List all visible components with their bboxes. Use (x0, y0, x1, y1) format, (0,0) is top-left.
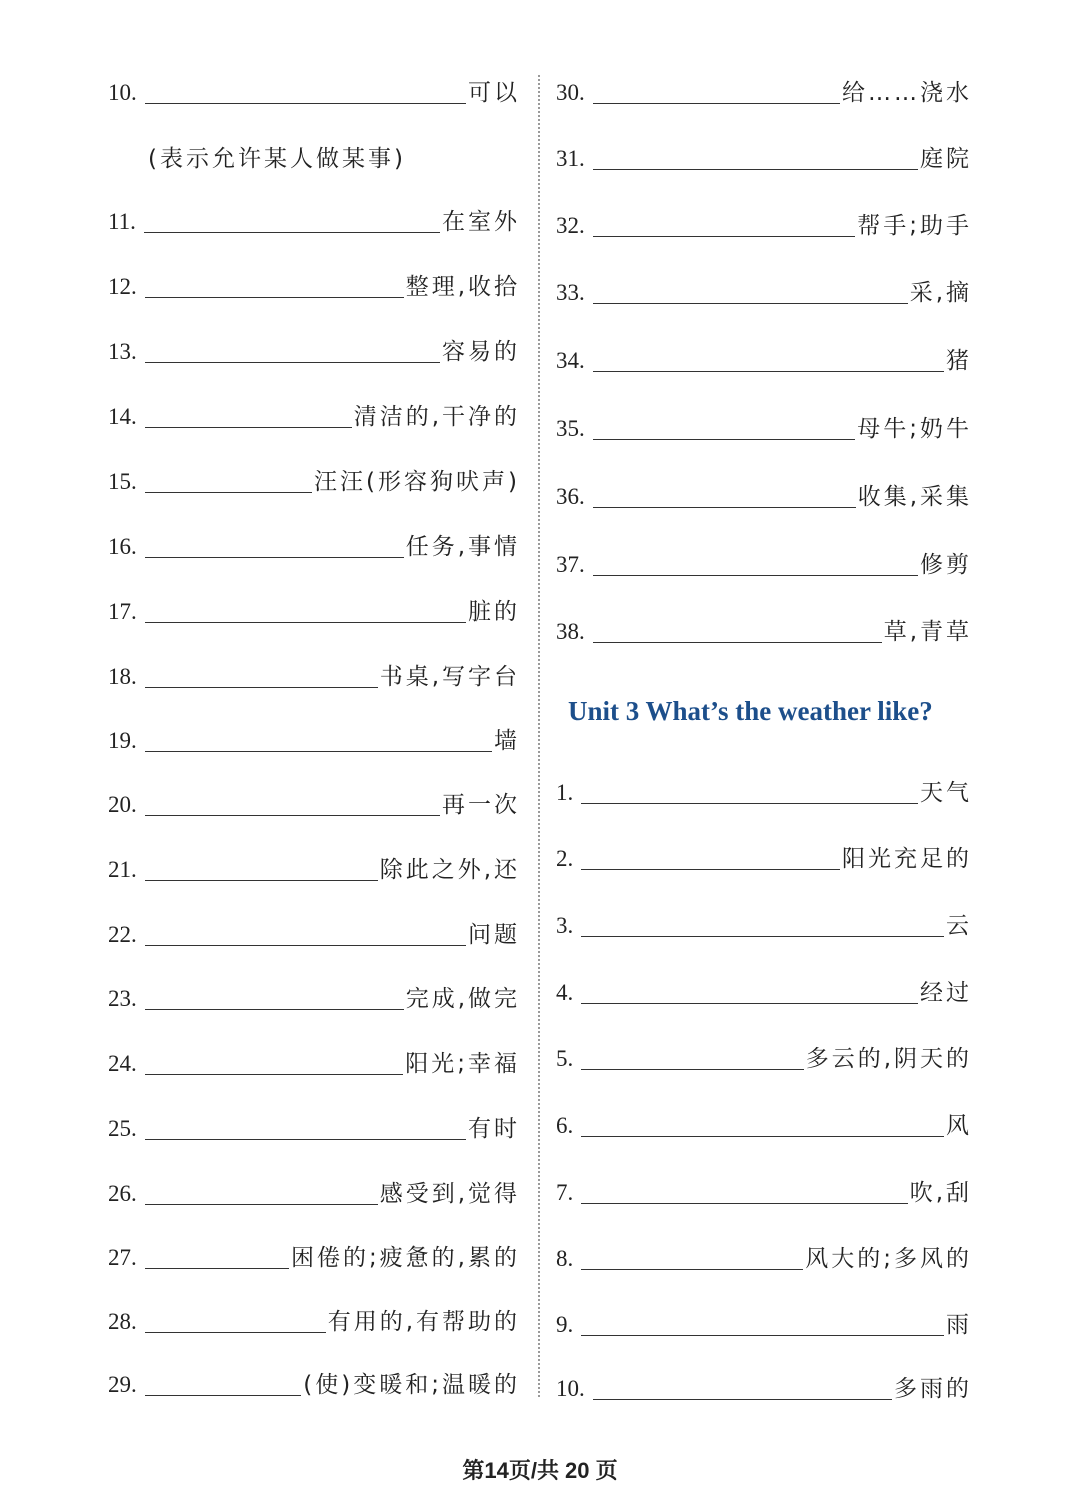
vocab-item (556, 66, 972, 106)
item-meaning: 墙 (494, 728, 520, 754)
answer-blank[interactable] (581, 1051, 803, 1070)
answer-blank[interactable] (145, 474, 312, 493)
vocab-item (556, 538, 972, 578)
item-meaning: 任务,事情 (405, 534, 520, 560)
answer-blank[interactable] (581, 1118, 944, 1137)
vocab-item (556, 1232, 972, 1272)
item-meaning: 吹,刮 (909, 1180, 972, 1206)
item-meaning: 脏的 (468, 599, 520, 625)
answer-blank[interactable] (145, 733, 492, 752)
answer-blank[interactable] (593, 151, 918, 170)
item-number: 36. (556, 484, 585, 509)
item-meaning: 清洁的,干净的 (353, 404, 520, 430)
vocab-item (108, 1231, 520, 1271)
vocab-item (108, 325, 520, 365)
item-number: 38. (556, 619, 585, 644)
item-number: 4. (556, 980, 574, 1005)
vocab-item (108, 195, 520, 235)
vocab-item (556, 334, 972, 374)
vocab-item (108, 1358, 520, 1398)
item-meaning: 风 (946, 1113, 972, 1139)
item-meaning: 天气 (920, 780, 972, 806)
vocab-item (556, 266, 972, 306)
vocab-item (556, 199, 972, 239)
answer-blank[interactable] (145, 1056, 404, 1075)
answer-blank[interactable] (145, 344, 440, 363)
item-number: 30. (556, 80, 585, 105)
vocab-item (556, 132, 972, 172)
vocab-item (556, 1298, 972, 1338)
item-meaning: 问题 (468, 922, 520, 948)
answer-blank[interactable] (145, 927, 466, 946)
item-meaning: 经过 (920, 980, 972, 1006)
item-meaning: 容易的 (442, 339, 520, 365)
item-meaning: 采,摘 (909, 280, 972, 306)
answer-blank[interactable] (581, 785, 918, 804)
item-number: 21. (108, 857, 137, 882)
item-meaning: 除此之外,还 (379, 857, 520, 883)
item-number: 32. (556, 213, 585, 238)
item-number: 17. (108, 599, 137, 624)
item-meaning: 多云的,阴天的 (805, 1046, 972, 1072)
column-divider (538, 75, 540, 1397)
vocab-item (556, 899, 972, 939)
item-number: 23. (108, 986, 137, 1011)
item-number: 15. (108, 469, 137, 494)
item-number: 29. (108, 1372, 137, 1397)
vocab-item (556, 1032, 972, 1072)
answer-blank[interactable] (581, 985, 918, 1004)
answer-blank[interactable] (593, 421, 856, 440)
item-number: 8. (556, 1246, 574, 1271)
item-number: 6. (556, 1113, 574, 1138)
item-meaning: 多雨的 (894, 1376, 972, 1402)
vocab-item (556, 766, 972, 806)
vocab-item (108, 260, 520, 300)
unit-title: Unit 3 What’s the weather like? (568, 696, 933, 726)
vocab-item (108, 585, 520, 625)
vocab-item (108, 908, 520, 948)
item-number: 12. (108, 274, 137, 299)
answer-blank[interactable] (145, 539, 404, 558)
vocab-item (108, 1102, 520, 1142)
item-meaning: 书桌,写字台 (379, 664, 520, 690)
answer-blank[interactable] (593, 489, 856, 508)
page-footer: 第14页/共 20 页 (462, 1458, 618, 1483)
item-number: 37. (556, 552, 585, 577)
item-number: 26. (108, 1181, 137, 1206)
item-meaning: 猪 (946, 348, 972, 374)
item-number: 11. (108, 209, 136, 234)
vocab-item (556, 966, 972, 1006)
item-number: 13. (108, 339, 137, 364)
vocab-item (108, 520, 520, 560)
vocab-item (108, 455, 520, 495)
item-note: (表示允许某人做某事) (148, 146, 406, 172)
item-meaning: 风大的;多风的 (805, 1246, 972, 1272)
item-meaning: 整理,收拾 (405, 274, 520, 300)
item-meaning: 云 (946, 913, 972, 939)
answer-blank[interactable] (581, 1251, 803, 1270)
item-meaning: 雨 (946, 1312, 972, 1338)
answer-blank[interactable] (593, 85, 840, 104)
item-meaning: 收集,采集 (857, 484, 972, 510)
item-number: 5. (556, 1046, 574, 1071)
item-number: 22. (108, 922, 137, 947)
vocab-item (556, 1099, 972, 1139)
answer-blank[interactable] (145, 409, 352, 428)
vocab-item (108, 650, 520, 690)
vocab-item (556, 470, 972, 510)
item-number: 1. (556, 780, 574, 805)
answer-blank[interactable] (145, 279, 404, 298)
item-number: 2. (556, 846, 574, 871)
answer-blank[interactable] (593, 624, 882, 643)
item-number: 28. (108, 1309, 137, 1334)
answer-blank[interactable] (145, 1186, 378, 1205)
item-number: 33. (556, 280, 585, 305)
item-meaning: 母牛;奶牛 (857, 416, 972, 442)
item-number: 16. (108, 534, 137, 559)
vocab-item (556, 605, 972, 645)
item-meaning: 有用的,有帮助的 (327, 1309, 520, 1335)
item-number: 7. (556, 1180, 574, 1205)
vocab-item (108, 390, 520, 430)
item-meaning: 帮手;助手 (857, 213, 972, 239)
item-number: 25. (108, 1116, 137, 1141)
vocab-item (108, 1295, 520, 1335)
item-meaning: 有时 (468, 1116, 520, 1142)
item-number: 34. (556, 348, 585, 373)
item-meaning: 草,青草 (883, 619, 972, 645)
item-number: 14. (108, 404, 137, 429)
item-meaning: 修剪 (920, 552, 972, 578)
item-meaning: 汪汪(形容狗吠声) (314, 469, 520, 495)
answer-blank[interactable] (144, 214, 440, 233)
item-meaning: 感受到,觉得 (379, 1181, 520, 1207)
answer-blank[interactable] (593, 218, 856, 237)
item-number: 27. (108, 1245, 137, 1270)
item-meaning: 给……浇水 (842, 80, 972, 106)
item-number: 10. (108, 80, 137, 105)
vocab-item (108, 843, 520, 883)
answer-blank[interactable] (593, 557, 918, 576)
answer-blank[interactable] (145, 862, 378, 881)
answer-blank[interactable] (145, 604, 466, 623)
vocab-item (108, 1167, 520, 1207)
item-meaning: 阳光充足的 (842, 846, 972, 872)
vocab-item (108, 778, 520, 818)
item-meaning: 可以 (468, 80, 520, 106)
item-number: 20. (108, 792, 137, 817)
item-meaning: 阳光;幸福 (405, 1051, 520, 1077)
item-number: 19. (108, 728, 137, 753)
answer-blank[interactable] (593, 353, 944, 372)
vocab-item (556, 402, 972, 442)
answer-blank[interactable] (581, 1185, 907, 1204)
vocab-item (556, 832, 972, 872)
answer-blank[interactable] (145, 1121, 466, 1140)
item-meaning: 再一次 (442, 792, 520, 818)
item-meaning: 困倦的;疲惫的,累的 (290, 1245, 520, 1271)
answer-blank[interactable] (145, 991, 404, 1010)
item-number: 18. (108, 664, 137, 689)
answer-blank[interactable] (593, 1381, 892, 1400)
vocab-item (556, 1166, 972, 1206)
answer-blank[interactable] (593, 285, 908, 304)
vocab-item (108, 714, 520, 754)
item-number: 24. (108, 1051, 137, 1076)
answer-blank[interactable] (145, 1250, 289, 1269)
answer-blank[interactable] (145, 1377, 302, 1396)
vocab-item (108, 972, 520, 1012)
answer-blank[interactable] (581, 918, 944, 937)
answer-blank[interactable] (581, 1317, 944, 1336)
answer-blank[interactable] (581, 851, 840, 870)
item-meaning: 完成,做完 (405, 986, 520, 1012)
answer-blank[interactable] (145, 797, 440, 816)
item-meaning: (使)变暖和;温暖的 (303, 1372, 520, 1398)
item-number: 10. (556, 1376, 585, 1401)
vocab-item (556, 1362, 972, 1402)
vocab-item (108, 1037, 520, 1077)
answer-blank[interactable] (145, 85, 466, 104)
answer-blank[interactable] (145, 669, 378, 688)
answer-blank[interactable] (145, 1314, 326, 1333)
item-meaning: 在室外 (442, 209, 520, 235)
item-number: 9. (556, 1312, 574, 1337)
item-number: 31. (556, 146, 585, 171)
item-number: 35. (556, 416, 585, 441)
item-number: 3. (556, 913, 574, 938)
item-meaning: 庭院 (920, 146, 972, 172)
vocab-item (108, 66, 520, 106)
